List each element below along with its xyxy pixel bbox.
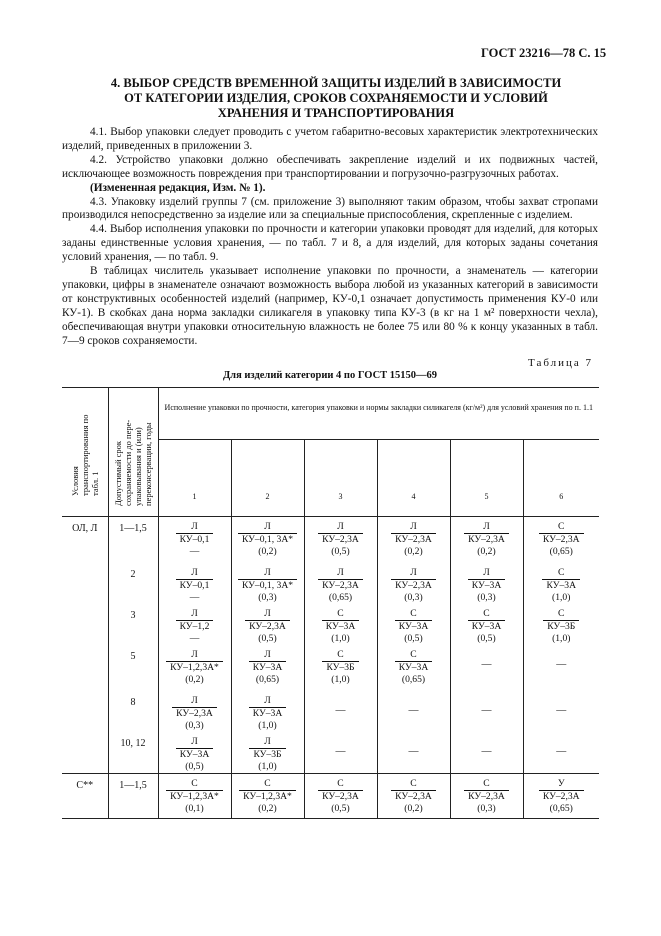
fraction <box>391 563 436 604</box>
section-title-line: 4. ВЫБОР СРЕДСТВ ВРЕМЕННОЙ ЗАЩИТЫ ИЗДЕЛИЙ В ЗАВИСИМОСТИ <box>110 76 562 90</box>
packaging-cell <box>231 732 304 774</box>
category-denominator: КУ–3А <box>398 661 429 673</box>
silica-gel-norm: (1,0) <box>331 673 350 685</box>
packaging-cell <box>523 517 599 563</box>
category-denominator: КУ–1,2,3А* <box>170 790 219 802</box>
silica-gel-norm: (0,65) <box>255 673 280 685</box>
category-denominator: КУ–3А <box>546 579 577 591</box>
silica-gel-norm: (0,3) <box>477 802 496 814</box>
packaging-cell <box>377 517 450 563</box>
term-cell: 1—1,5 <box>108 517 158 563</box>
table-row <box>62 645 599 691</box>
silica-gel-norm: — <box>189 591 200 603</box>
packaging-cell <box>158 645 231 691</box>
category-denominator: КУ–3А <box>398 620 429 632</box>
silica-gel-norm: (1,0) <box>552 591 571 603</box>
packaging-cell <box>523 732 599 774</box>
column-number: 6 <box>523 440 599 517</box>
packaging-cell <box>450 773 523 818</box>
empty-dash: — <box>481 704 492 716</box>
packaging-cell <box>231 563 304 604</box>
category-denominator: КУ–3Б <box>547 620 576 632</box>
strength-numerator: Л <box>245 608 290 621</box>
packaging-cell <box>158 773 231 818</box>
paragraph-4-3: 4.3. Упаковку изделий группы 7 (см. приложение 3) выполняют таким образом, чтобы захват стропами производился непосредственно за изделие или за специальные приспособления, скрепленные с изделием. <box>62 195 598 222</box>
paragraph-4-4: 4.4. Выбор исполнения упаковки по прочности и категории упаковки проводят для изделий, для которых заданы единственные условия хранения, — по табл. 7 и 8, а для изделий, для которых заданы сочетания условий хранения, — по табл. 9. <box>62 223 598 264</box>
strength-numerator: Л <box>318 521 363 534</box>
silica-gel-norm: (0,2) <box>185 673 204 685</box>
category-denominator: КУ–2,3А <box>542 534 580 545</box>
strength-numerator: Л <box>249 649 287 662</box>
category-denominator: КУ–1,2,3А* <box>243 790 292 802</box>
silica-gel-norm: (0,3) <box>404 591 423 603</box>
conditions-cell: ОЛ, Л <box>62 517 108 563</box>
fraction <box>464 774 509 815</box>
category-denominator: КУ–2,3А <box>468 790 505 802</box>
silica-gel-norm: (0,5) <box>477 632 496 644</box>
table-row <box>62 604 599 645</box>
term-cell: 10, 12 <box>108 732 158 774</box>
paragraph-4-1: 4.1. Выбор упаковки следует проводить с учетом габаритно-весовых характеристик электротехнических изделий, приведенных в приложении 3. <box>62 126 598 152</box>
empty-dash: — <box>408 745 419 757</box>
packaging-cell <box>304 563 377 604</box>
fraction <box>318 517 363 558</box>
category-denominator: КУ–3А <box>252 707 283 719</box>
packaging-cell <box>304 691 377 732</box>
packaging-cell <box>377 732 450 774</box>
packaging-cell <box>231 604 304 645</box>
packaging-cell <box>304 604 377 645</box>
section-title-line: ОТ КАТЕГОРИИ ИЗДЕЛИЯ, СРОКОВ СОХРАНЯЕМОСТИ И УСЛОВИЙ <box>124 91 548 105</box>
table-row <box>62 732 599 774</box>
silica-gel-norm: (0,5) <box>185 760 204 772</box>
strength-numerator: С <box>322 608 360 621</box>
silica-gel-norm: (0,3) <box>477 591 496 603</box>
table-title: Для изделий категории 4 по ГОСТ 15150—69 <box>222 370 438 381</box>
fraction <box>468 563 506 604</box>
fraction <box>249 691 287 732</box>
strength-numerator: С <box>395 649 433 662</box>
silica-gel-norm: (0,2) <box>258 546 277 557</box>
packaging-cell <box>523 773 599 818</box>
category-denominator: КУ–1,2,3А* <box>170 661 219 673</box>
packaging-cell <box>158 563 231 604</box>
packaging-cell <box>377 604 450 645</box>
packaging-cell <box>231 691 304 732</box>
strength-numerator: С <box>542 567 580 580</box>
silica-gel-norm: (0,5) <box>258 632 277 644</box>
section-title-line: ХРАНЕНИЯ И ТРАНСПОРТИРОВАНИЯ <box>217 106 455 120</box>
strength-numerator: Л <box>238 521 297 534</box>
fraction <box>543 604 579 645</box>
silica-gel-norm: (1,0) <box>552 632 571 644</box>
fraction <box>468 604 506 645</box>
category-denominator: КУ–2,3А <box>176 707 213 719</box>
silica-gel-norm: — <box>189 632 200 644</box>
category-denominator: КУ–1,2 <box>179 620 210 632</box>
category-denominator: КУ–2,3А <box>395 579 432 591</box>
strength-numerator: С <box>322 649 358 662</box>
silica-gel-norm: (1,0) <box>258 760 277 772</box>
silica-gel-norm: (0,5) <box>331 546 350 557</box>
strength-numerator: С <box>464 778 509 791</box>
fraction <box>172 691 217 732</box>
fraction <box>391 517 436 558</box>
empty-dash: — <box>556 745 567 757</box>
column-number: 3 <box>304 440 377 517</box>
term-header <box>108 388 158 517</box>
strength-numerator: С <box>539 521 584 534</box>
empty-dash: — <box>481 745 492 757</box>
packaging-cell <box>450 645 523 691</box>
empty-dash: — <box>335 704 346 716</box>
strength-numerator: С <box>318 778 363 791</box>
fraction <box>322 604 360 645</box>
fraction <box>239 774 296 815</box>
fraction <box>395 604 433 645</box>
term-cell: 2 <box>108 563 158 604</box>
category-denominator: КУ–0,1, 3А* <box>241 534 294 545</box>
strength-numerator: С <box>391 778 436 791</box>
fraction <box>166 645 223 686</box>
fraction <box>391 774 436 815</box>
term-cell: 8 <box>108 691 158 732</box>
category-denominator: КУ–2,3А <box>322 534 359 545</box>
strength-numerator: Л <box>391 521 436 534</box>
table-body <box>62 517 599 819</box>
category-denominator: КУ–2,3А <box>249 620 286 632</box>
category-denominator: КУ–2,3А <box>322 790 359 802</box>
column-number: 5 <box>450 440 523 517</box>
packaging-cell <box>523 645 599 691</box>
fraction <box>176 563 214 604</box>
category-denominator: КУ–2,3А <box>395 534 432 545</box>
packaging-cell <box>377 563 450 604</box>
column-number: 4 <box>377 440 450 517</box>
strength-numerator: С <box>166 778 223 791</box>
packaging-cell <box>231 517 304 563</box>
table-row <box>62 517 599 563</box>
fraction <box>542 563 580 604</box>
strength-numerator: Л <box>176 567 214 580</box>
fraction <box>249 645 287 686</box>
silica-gel-norm: (1,0) <box>331 632 350 644</box>
table-caption: Таблица 7 <box>528 357 594 369</box>
silica-gel-norm: (0,3) <box>185 719 204 731</box>
conditions-cell: С** <box>62 773 108 818</box>
category-denominator: КУ–3А <box>252 661 283 673</box>
silica-gel-norm: (0,5) <box>331 802 350 814</box>
paragraph-4-2: 4.2. Устройство упаковки должно обеспечивать закрепление изделий и их подвижных частей, исключающее возможность повреждения при транспортировании и погрузочно-разгрузочных работах. <box>62 153 598 180</box>
term-cell: 5 <box>108 645 158 691</box>
packaging-cell <box>523 563 599 604</box>
category-denominator: КУ–2,3А <box>395 790 432 802</box>
fraction <box>539 517 584 558</box>
term-cell: 3 <box>108 604 158 645</box>
strength-numerator: Л <box>391 567 436 580</box>
strength-numerator: С <box>239 778 296 791</box>
conditions-cell <box>62 563 108 604</box>
packaging-cell <box>304 645 377 691</box>
fraction <box>238 563 297 604</box>
category-denominator: КУ–3А <box>471 620 502 632</box>
silica-gel-norm: (0,65) <box>328 591 353 603</box>
category-denominator: КУ–3А <box>471 579 502 591</box>
packaging-cell <box>377 691 450 732</box>
body-text <box>62 126 598 349</box>
table-row <box>62 563 599 604</box>
silica-gel-norm: (0,3) <box>258 591 277 603</box>
strength-numerator: Л <box>249 736 285 749</box>
fraction <box>166 774 223 815</box>
column-number: 2 <box>231 440 304 517</box>
fraction <box>176 517 214 558</box>
category-denominator: КУ–3А <box>179 748 210 760</box>
main-header-text: Исполнение упаковки по прочности, категория упаковки и нормы закладки силикагеля (кг/м²) для условий хранения по п. 1.1 <box>164 403 593 412</box>
strength-numerator: Л <box>318 567 363 580</box>
conditions-cell <box>62 691 108 732</box>
empty-dash: — <box>556 704 567 716</box>
silica-gel-norm: (1,0) <box>258 719 277 731</box>
packaging-cell <box>450 563 523 604</box>
page-header: ГОСТ 23216—78 С. 15 <box>481 46 607 60</box>
amendment-note: (Измененная редакция, Изм. № 1). <box>90 181 266 194</box>
fraction <box>245 604 290 645</box>
packaging-cell <box>523 691 599 732</box>
packaging-cell <box>523 604 599 645</box>
strength-numerator: Л <box>166 649 223 662</box>
packaging-cell <box>304 773 377 818</box>
category-denominator: КУ–3Б <box>326 661 355 673</box>
packaging-cell <box>158 732 231 774</box>
term-cell: 1—1,5 <box>108 773 158 818</box>
packaging-cell <box>450 732 523 774</box>
table-row <box>62 691 599 732</box>
empty-dash: — <box>408 704 419 716</box>
empty-dash: — <box>481 658 492 670</box>
fraction <box>176 604 214 645</box>
packaging-cell <box>450 604 523 645</box>
empty-dash: — <box>335 745 346 757</box>
silica-gel-norm: (0,2) <box>477 546 496 557</box>
conditions-header-text: Условия транспортирования по табл. 1 <box>69 414 100 496</box>
paragraph-table-notes: В таблицах числитель указывает исполнение упаковки по прочности, а знаменатель — категории упаковки, цифры в знаменателе означают возможность выбора любой из указанных категорий в зависимости от конструктивных особенностей изделий (например, КУ-0,1 означает допустимость применения КУ-0 или КУ-1). В скобках дана норма закладки силикагеля в упаковку типа КУ-3 (в кг на 1 м² поверхности чехла), обеспечивающая внутри упаковки относительную влажность не более 75 или 80 % к концу указанных в табл. 7—9 сроков сохраняемости. <box>62 265 598 347</box>
category-denominator: КУ–2,3А <box>542 790 580 802</box>
silica-gel-norm: — <box>189 546 200 557</box>
strength-numerator: Л <box>249 695 287 708</box>
strength-numerator: С <box>468 608 506 621</box>
silica-gel-norm: (0,5) <box>404 632 423 644</box>
conditions-cell <box>62 732 108 774</box>
silica-gel-norm: (0,1) <box>185 802 204 814</box>
packaging-cell <box>304 517 377 563</box>
packaging-cell <box>158 517 231 563</box>
packaging-cell <box>158 604 231 645</box>
strength-numerator: Л <box>176 736 214 749</box>
empty-dash: — <box>556 658 567 670</box>
packaging-cell <box>158 691 231 732</box>
fraction <box>322 645 358 686</box>
silica-gel-norm: (0,2) <box>404 546 423 557</box>
packaging-cell <box>231 645 304 691</box>
conditions-header <box>62 388 108 517</box>
packaging-cell <box>377 773 450 818</box>
strength-numerator: Л <box>176 608 214 621</box>
fraction <box>395 645 433 686</box>
fraction <box>238 517 297 558</box>
category-denominator: КУ–0,1 <box>179 579 210 591</box>
category-denominator: КУ–2,3А <box>322 579 359 591</box>
term-header-text: Допустимый срок сохраняемости до переупаковывания и (или) переконсервации, годы <box>113 419 153 506</box>
packaging-cell <box>377 645 450 691</box>
silica-gel-norm: (0,2) <box>258 802 277 814</box>
category-denominator: КУ–0,1, 3А* <box>241 579 294 591</box>
packaging-cell <box>231 773 304 818</box>
column-number: 1 <box>158 440 231 517</box>
strength-numerator: С <box>543 608 579 621</box>
conditions-cell <box>62 645 108 691</box>
strength-numerator: С <box>395 608 433 621</box>
silica-gel-norm: (0,65) <box>549 802 573 814</box>
conditions-cell <box>62 604 108 645</box>
main-header <box>158 388 599 440</box>
packaging-table <box>62 387 599 819</box>
category-denominator: КУ–3Б <box>253 748 282 760</box>
category-denominator: КУ–3А <box>325 620 356 632</box>
fraction <box>249 732 285 773</box>
section-title <box>60 76 612 121</box>
category-denominator: КУ–2,3А <box>468 534 505 545</box>
table-row <box>62 773 599 818</box>
strength-numerator: У <box>539 778 584 791</box>
fraction <box>464 517 509 558</box>
strength-numerator: Л <box>468 567 506 580</box>
strength-numerator: Л <box>172 695 217 708</box>
category-denominator: КУ–0,1 <box>179 534 210 545</box>
fraction <box>176 732 214 773</box>
fraction <box>318 563 363 604</box>
silica-gel-norm: (0,65) <box>401 673 426 685</box>
silica-gel-norm: (0,2) <box>404 802 423 814</box>
strength-numerator: Л <box>176 521 214 534</box>
packaging-cell <box>450 691 523 732</box>
fraction <box>539 774 584 815</box>
strength-numerator: Л <box>238 567 297 580</box>
silica-gel-norm: (0,65) <box>549 546 573 557</box>
fraction <box>318 774 363 815</box>
packaging-cell <box>304 732 377 774</box>
packaging-cell <box>450 517 523 563</box>
strength-numerator: Л <box>464 521 509 534</box>
